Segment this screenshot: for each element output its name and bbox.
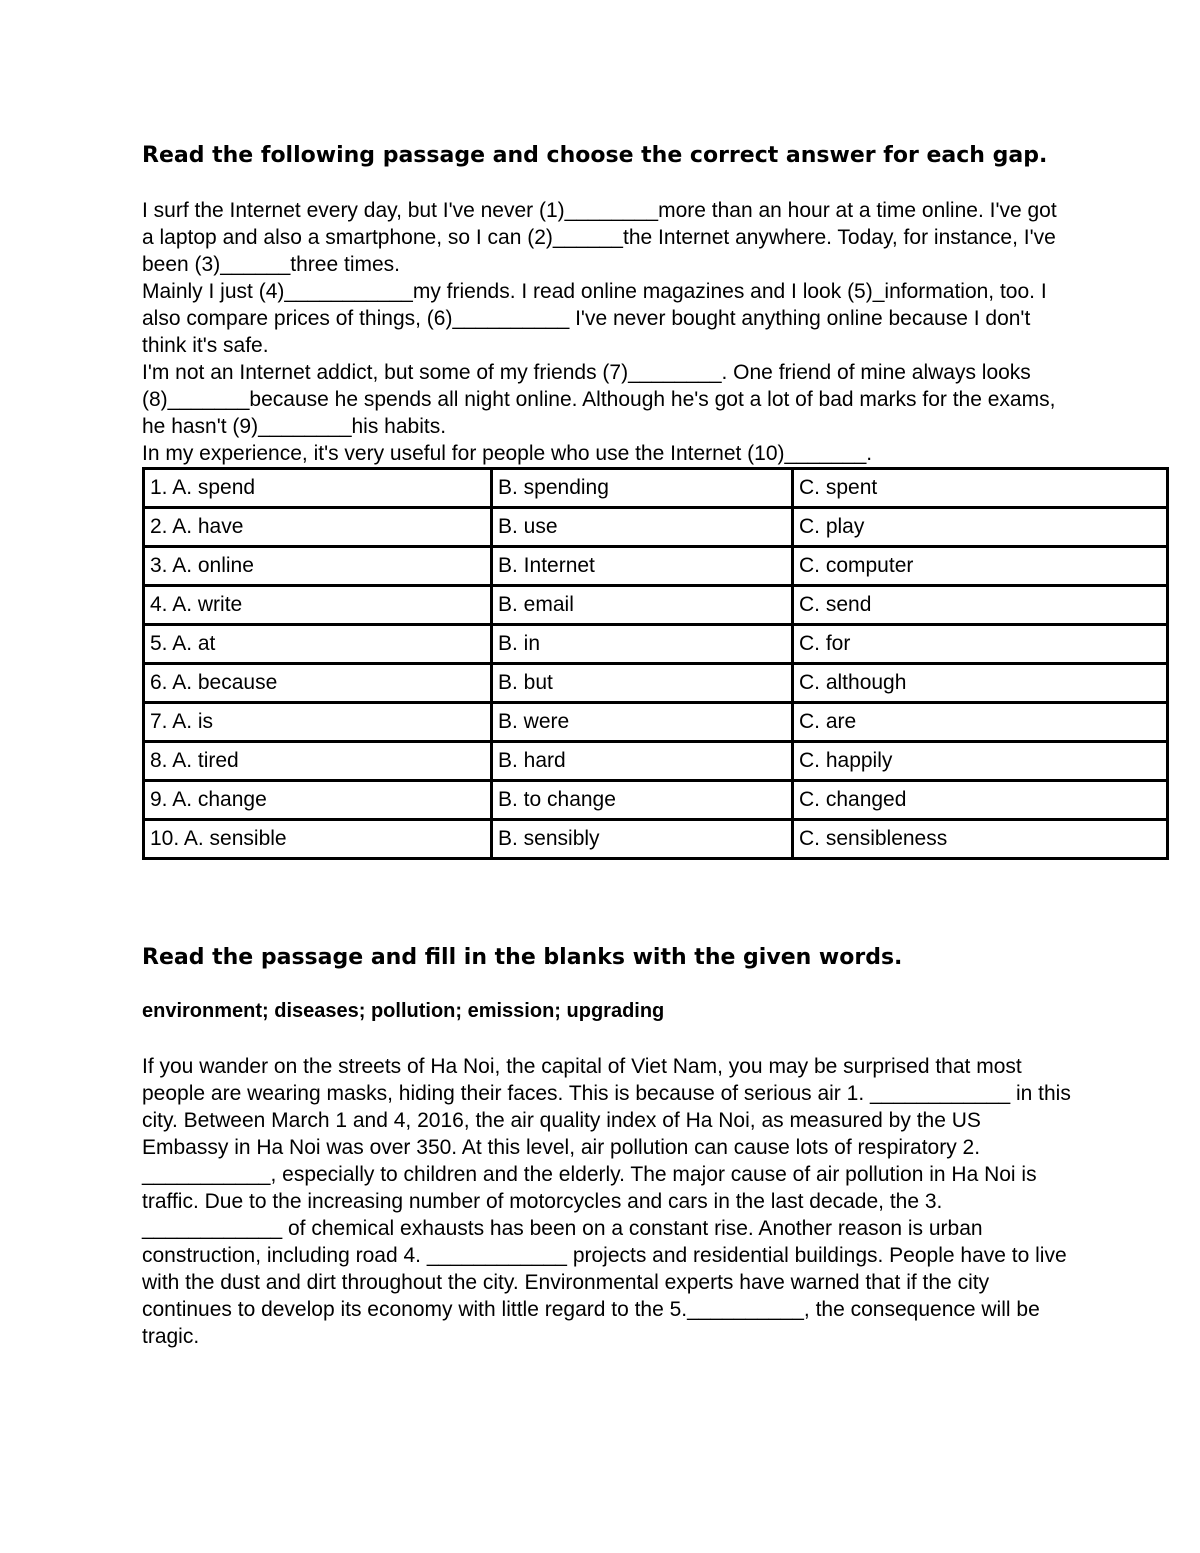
section1-heading: Read the following passage and choose the correct answer for each gap.: [142, 143, 1048, 168]
table-row: [144, 820, 1168, 859]
option-cell: 2. A. have: [144, 508, 492, 547]
passage-paragraph: If you wander on the streets of Ha Noi, the capital of Viet Nam, you may be surprised that most people are wearing masks, hiding their faces. This is because of serious air 1. ____________ in this city. Between March 1 and 4, 2016, the air quality index of Ha Noi, as measured by the US Embassy in Ha Noi was over 350. At this level, air pollution can cause lots of respiratory 2. ___________, especially to children and the elderly. The major cause of air pollution in Ha Noi is traffic. Due to the increasing number of motorcycles and cars in the last decade, the 3. ____________ of chemical exhausts has been on a constant rise. Another reason is urban construction, including road 4. ____________ projects and residential buildings. People have to live with the dust and dirt throughout the city. Environmental experts have warned that if the city continues to develop its economy with little regard to the 5.__________, the consequence will be tragic.: [142, 1055, 1071, 1348]
option-cell: 10. A. sensible: [144, 820, 492, 859]
option-cell: C. for: [793, 625, 1168, 664]
option-cell: C. spent: [793, 469, 1168, 508]
table-row: [144, 781, 1168, 820]
option-cell: B. to change: [492, 781, 793, 820]
option-cell: C. happily: [793, 742, 1168, 781]
option-cell: 1. A. spend: [144, 469, 492, 508]
option-cell: 8. A. tired: [144, 742, 492, 781]
option-cell: C. computer: [793, 547, 1168, 586]
section1-passage: [142, 197, 1072, 467]
table-row: [144, 742, 1168, 781]
option-cell: 4. A. write: [144, 586, 492, 625]
passage-paragraph: I surf the Internet every day, but I've never (1)________more than an hour at a time online. I've got a laptop and also a smartphone, so I can (2)______the Internet anywhere. Today, for instance, I've been (3)______three times.: [142, 199, 1057, 276]
option-cell: B. Internet: [492, 547, 793, 586]
option-cell: B. hard: [492, 742, 793, 781]
passage-paragraph: In my experience, it's very useful for people who use the Internet (10)_______.: [142, 442, 873, 465]
option-cell: C. although: [793, 664, 1168, 703]
option-cell: B. in: [492, 625, 793, 664]
section2-passage: [142, 1053, 1072, 1350]
option-cell: B. email: [492, 586, 793, 625]
passage-paragraph: Mainly I just (4)___________my friends. I read online magazines and I look (5)_information, too. I also compare prices of things, (6)__________ I've never bought anything online because I don't think it's safe.: [142, 280, 1047, 357]
option-cell: B. use: [492, 508, 793, 547]
table-row: [144, 508, 1168, 547]
answer-choices-table: [142, 467, 1169, 860]
table-row: [144, 586, 1168, 625]
option-cell: 6. A. because: [144, 664, 492, 703]
option-cell: C. play: [793, 508, 1168, 547]
word-list: environment; diseases; pollution; emission; upgrading: [142, 1000, 665, 1022]
option-cell: 3. A. online: [144, 547, 492, 586]
option-cell: B. but: [492, 664, 793, 703]
passage-paragraph: I'm not an Internet addict, but some of my friends (7)________. One friend of mine always looks (8)_______because he spends all night online. Although he's got a lot of bad marks for the exams, he hasn't (9)________his habits.: [142, 361, 1056, 438]
option-cell: 9. A. change: [144, 781, 492, 820]
option-cell: 5. A. at: [144, 625, 492, 664]
table-row: [144, 703, 1168, 742]
table-row: [144, 469, 1168, 508]
option-cell: B. spending: [492, 469, 793, 508]
option-cell: 7. A. is: [144, 703, 492, 742]
table-row: [144, 664, 1168, 703]
table-row: [144, 625, 1168, 664]
option-cell: C. sensibleness: [793, 820, 1168, 859]
option-cell: C. send: [793, 586, 1168, 625]
option-cell: B. sensibly: [492, 820, 793, 859]
section2-heading: Read the passage and fill in the blanks with the given words.: [142, 945, 903, 970]
option-cell: C. are: [793, 703, 1168, 742]
option-cell: B. were: [492, 703, 793, 742]
table-row: [144, 547, 1168, 586]
option-cell: C. changed: [793, 781, 1168, 820]
